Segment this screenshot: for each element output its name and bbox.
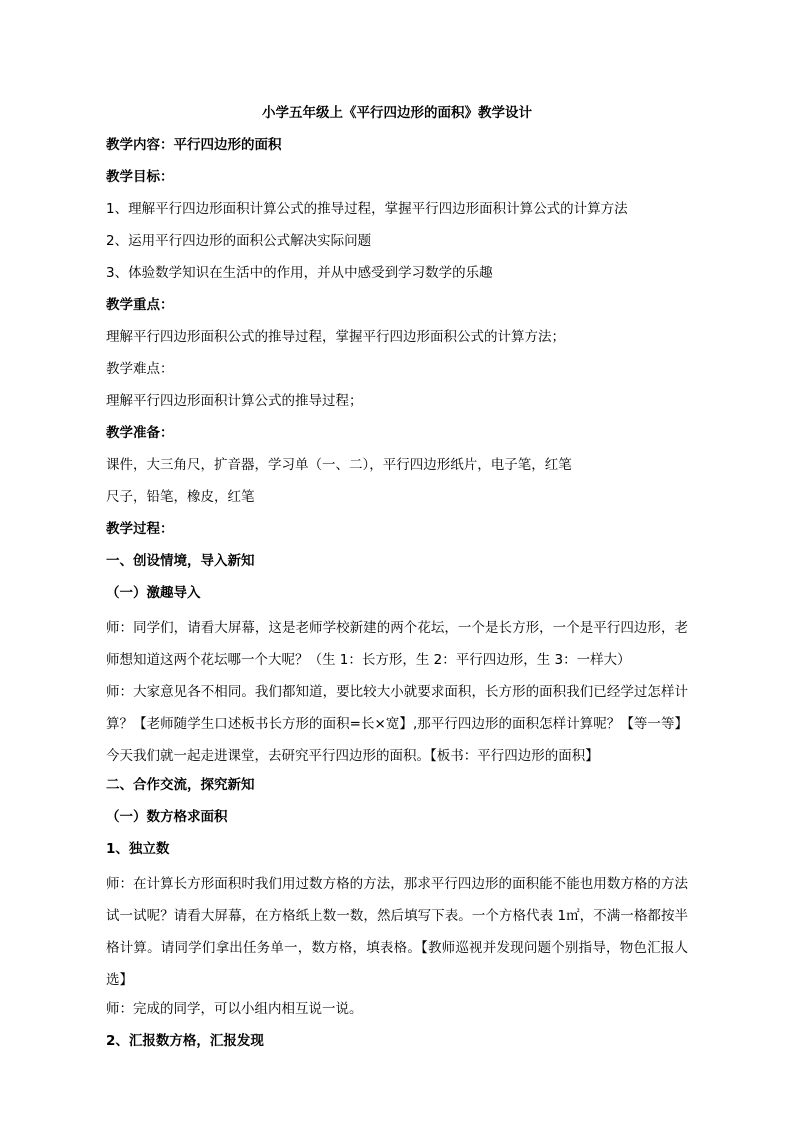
difficulty-text: 理解平行四边形面积计算公式的推导过程； [106, 393, 363, 409]
key-points-heading: 教学重点： [106, 297, 174, 313]
section-heading: 一、创设情境，导入新知 [106, 553, 255, 569]
document-page [106, 100, 688, 1060]
paragraph: 师：大家意见各不相同。我们都知道，要比较大小就要求面积，长方形的面积我们已经学过怎样计算？【老师随学生口述板书长方形的面积=长×宽】,那平行四边形的面积怎样计算呢？【等一等】今天我们就一起走进课堂，去研究平行四边形的面积。【板书：平行四边形的面积】 [106, 684, 688, 764]
goal-item: 2、运用平行四边形的面积公式解决实际问题 [106, 233, 372, 249]
preparation-line: 课件，大三角尺，扩音器，学习单（一、二），平行四边形纸片，电子笔，红笔 [106, 457, 572, 473]
section-heading: 二、合作交流，探究新知 [106, 777, 255, 793]
subsection-heading: （一）数方格求面积 [106, 809, 228, 825]
goal-item: 3、体验数学知识在生活中的作用，并从中感受到学习数学的乐趣 [106, 265, 493, 281]
paragraph: 师：同学们，请看大屏幕，这是老师学校新建的两个花坛，一个是长方形，一个是平行四边形，老师想知道这两个花坛哪一个大呢？（生 1：长方形，生 2：平行四边形，生 3：一样大） [106, 620, 688, 668]
difficulty-heading: 教学难点： [106, 361, 174, 377]
step-heading: 2、汇报数方格，汇报发现 [106, 1033, 264, 1049]
goal-item: 1、理解平行四边形面积计算公式的推导过程，掌握平行四边形面积计算公式的计算方法 [106, 201, 628, 217]
key-points-text: 理解平行四边形面积公式的推导过程，掌握平行四边形面积公式的计算方法； [106, 329, 565, 345]
preparation-heading: 教学准备： [106, 425, 174, 441]
paragraph: 师：在计算长方形面积时我们用过数方格的方法，那求平行四边形的面积能不能也用数方格的方法试一试呢？请看大屏幕，在方格纸上数一数，然后填写下表。一个方格代表 1㎡，不满一格都按半格计算。请同学们拿出任务单一，数方格，填表格。【教师巡视并发现问题个别指导，物色汇报人选】 [106, 876, 688, 988]
step-heading: 1、独立数 [106, 841, 170, 857]
paragraph: 师：完成的同学，可以小组内相互说一说。 [106, 1001, 363, 1017]
document-title: 小学五年级上《平行四边形的面积》教学设计 [262, 105, 532, 121]
process-heading: 教学过程： [106, 521, 174, 537]
teaching-content: 教学内容：平行四边形的面积 [106, 137, 282, 153]
goals-heading: 教学目标： [106, 169, 174, 185]
preparation-line: 尺子，铅笔，橡皮，红笔 [106, 489, 255, 505]
subsection-heading: （一）激趣导入 [106, 585, 201, 601]
